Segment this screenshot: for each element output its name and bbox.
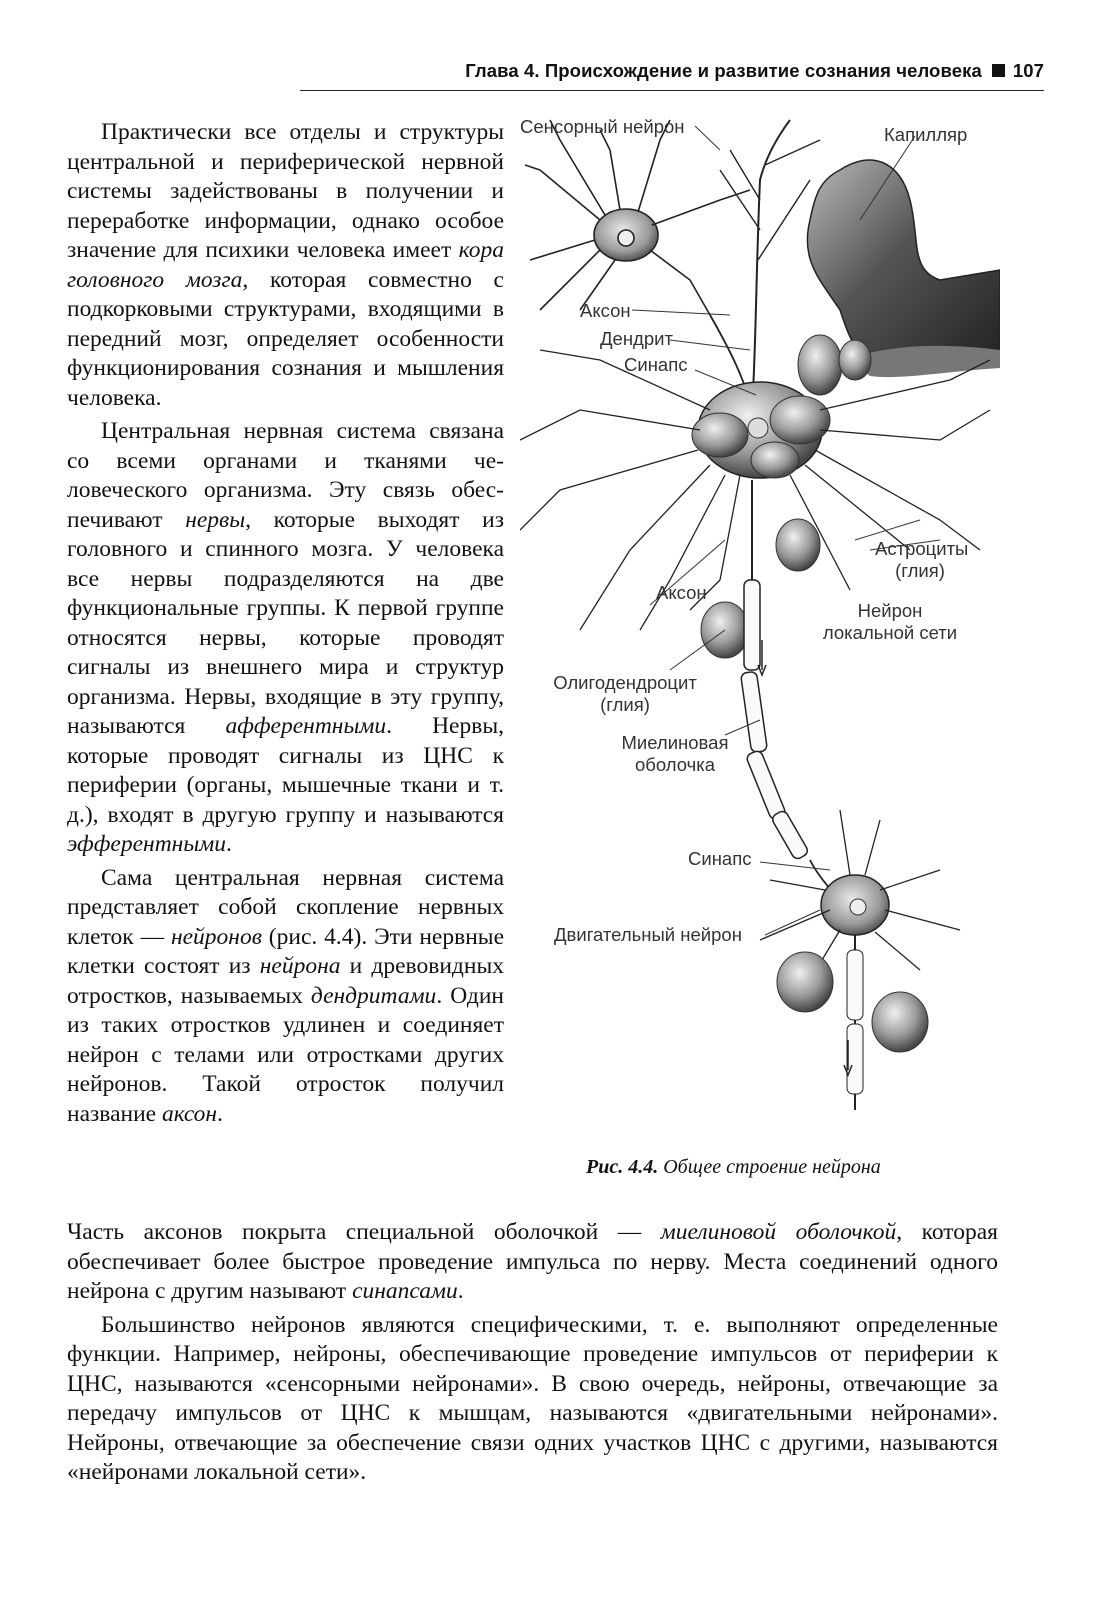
term-efferent: эфферентными [67, 831, 226, 857]
paragraph: Центральная нервная система связана со всеми органами и тканями человеческого организма. Эту связь обеспечивают нервы, которые выходят из головного и спинного мозга. У человека все нервы подразделяются на две функциональные группы. К первой группе относятся нервы, которые проводят сигналы из внешнего мира и структур организма. Нервы, входящие в эту группу, называются афферентными. Нервы, которые проводят сигналы из ЦНС к периферии (органы, мышечные ткани и т. д.), входят в другую группу и называются эфферентными. [67, 418, 504, 857]
running-header [300, 56, 1044, 91]
motor-neuron-shape [760, 810, 960, 1110]
paragraph: Сама центральная нервная система представляет собой скопление нервных клеток — нейронов (рис. 4.4). Эти нервные клетки состоят из нейрона и древовидных отростков, называемых дендритами. Один из таких отростков удлинен и соединяет нейрон с телами или отростками других нейронов. Такой отросток получил название аксон. [67, 864, 504, 1127]
label-myelin: Миелиновая оболочка [621, 732, 729, 775]
term-synapses: синапсами [352, 1278, 458, 1304]
term-neuron: нейрона [259, 953, 341, 979]
term-nerves: нервы [185, 506, 246, 533]
neuron-figure [520, 110, 1000, 1190]
sensory-neuron-shape [525, 120, 750, 315]
caption-text: Общее строение нейрона [663, 1156, 881, 1178]
label-dendrite: Дендрит [600, 328, 673, 349]
term-axon: аксон [161, 1100, 218, 1127]
bottom-text [67, 1218, 998, 1488]
label-local-neuron: Нейрон локальной сети [822, 600, 958, 643]
label-motor-neuron: Двигательный нейрон [554, 924, 742, 945]
label-astrocytes: Астроциты (глия) [875, 538, 969, 581]
term-neurons: нейронов [170, 923, 262, 950]
paragraph: Практически все отделы и структуры центральной и периферической нервной системы задействованы в получении и переработке информации, однако особое значение для психики человека имеет кора головного мозга, которая совместно с подкорковыми структурами, входящими в передний мозг, определяет особенности функционирования сознания и мышления человека. [67, 119, 504, 411]
caption-number: Рис. 4.4. [586, 1156, 659, 1178]
myelin-sheath-shape [741, 580, 810, 861]
left-column [67, 118, 504, 1129]
label-sensory-neuron: Сенсорный нейрон [520, 116, 685, 137]
term-afferent: афферентными [225, 713, 387, 739]
local-neuron-shape [692, 335, 871, 478]
paragraph: Большинство нейронов являются специфическими, т. е. выполняют определенные функции. Например, нейроны, обеспечивающие проведение импульсов от периферии к ЦНС, называются «сенсорными нейронами». В свою очередь, нейроны, отвечающие за передачу импульсов от ЦНС к мышцам, называются «двигательными нейронами». Нейроны, отвечающие за обеспечение связи одних участков ЦНС с другими, называются «нейронами локальной сети». [67, 1311, 998, 1485]
term-cortex: кора головного мозга [67, 237, 504, 293]
term-dendrites: дендритами [310, 982, 437, 1009]
label-synapse-top: Синапс [624, 354, 688, 375]
label-axon-top: Аксон [580, 300, 631, 321]
dendrite-line [752, 120, 790, 410]
label-synapse-bottom: Синапс [688, 848, 752, 869]
term-myelin: миелиновой оболочкой [660, 1219, 897, 1245]
label-axon-mid: Аксон [656, 582, 707, 603]
label-capillary: Капилляр [884, 124, 968, 145]
page-number: 107 [1012, 60, 1044, 81]
label-oligodendrocyte: Олигодендроцит (глия) [553, 672, 697, 715]
chapter-title: Глава 4. Происхождение и развитие сознания человека [465, 60, 982, 81]
paragraph: Часть аксонов покрыта специальной оболочкой — миелиновой оболочкой, которая обеспечивает более быстрое проведение импульса по нерву. Места соединений одного нейрона с другим называют синапсами. [67, 1219, 998, 1304]
figure-caption [586, 1156, 881, 1179]
square-bullet-icon [992, 64, 1005, 77]
